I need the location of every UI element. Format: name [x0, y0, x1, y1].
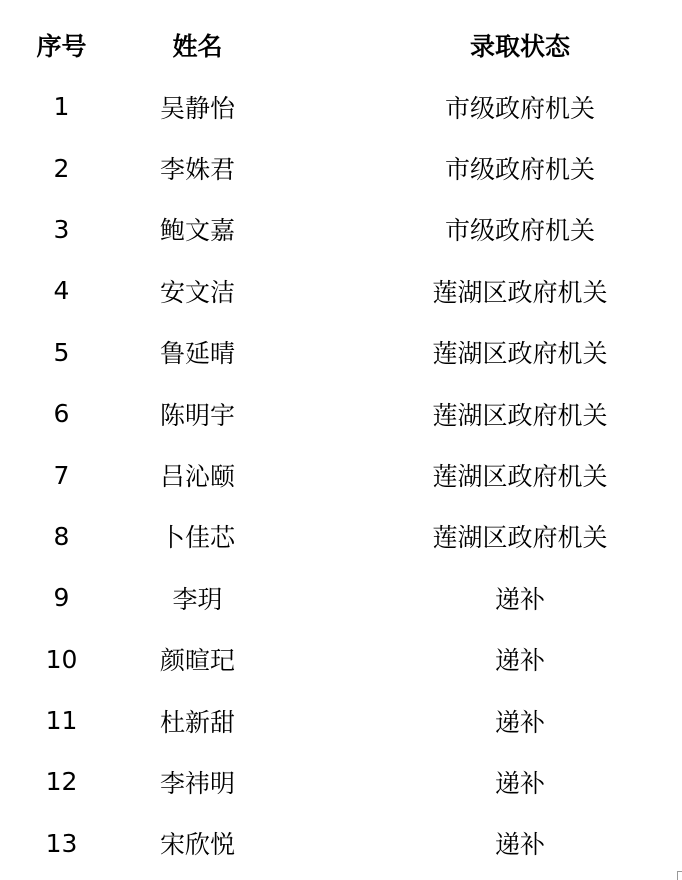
row-name: 李祎明: [159, 768, 235, 798]
row-status: 市级政府机关: [444, 155, 595, 185]
row-name: 陈明宇: [159, 400, 235, 430]
row-status: 莲湖区政府机关: [432, 462, 608, 492]
row-name: 吕沁颐: [159, 462, 235, 492]
row-name: 安文洁: [159, 277, 235, 307]
row-index: 7: [53, 460, 70, 490]
header-status: 录取状态: [469, 32, 570, 61]
row-name: 李玥: [172, 584, 223, 614]
row-status: 递补: [494, 646, 545, 676]
table-row: [0, 567, 682, 628]
row-name: 李姝君: [159, 155, 235, 185]
table-row: [0, 444, 682, 505]
row-index: 5: [53, 337, 70, 367]
row-index: 8: [53, 521, 70, 551]
row-status: 市级政府机关: [444, 93, 595, 123]
table-row: [0, 199, 682, 260]
row-name: 颜暄玘: [159, 646, 235, 676]
row-index: 10: [45, 644, 78, 674]
table-row: [0, 506, 682, 567]
row-index: 9: [53, 583, 70, 613]
table-row: [0, 690, 682, 751]
header-name: 姓名: [172, 32, 223, 61]
row-status: 莲湖区政府机关: [432, 277, 608, 307]
row-status: 递补: [494, 768, 545, 798]
row-status: 莲湖区政府机关: [432, 339, 608, 369]
row-name: 宋欣悦: [159, 830, 235, 860]
page-corner-mark: [677, 871, 682, 880]
row-name: 卜佳芯: [159, 523, 235, 553]
row-status: 递补: [494, 830, 545, 860]
table-row: [0, 813, 682, 874]
row-index: 2: [53, 153, 70, 183]
row-index: 12: [45, 767, 78, 797]
row-index: 1: [53, 92, 70, 122]
row-index: 3: [53, 214, 70, 244]
row-name: 鲁延晴: [159, 339, 235, 369]
table-row: [0, 629, 682, 690]
row-status: 递补: [494, 707, 545, 737]
row-status: 莲湖区政府机关: [432, 400, 608, 430]
table-row: [0, 260, 682, 321]
table-row: [0, 76, 682, 137]
row-name: 杜新甜: [159, 707, 235, 737]
row-index: 13: [45, 828, 78, 858]
row-status: 市级政府机关: [444, 216, 595, 246]
table-header-row: [0, 14, 682, 76]
row-index: 4: [53, 276, 70, 306]
table-row: [0, 751, 682, 812]
row-index: 6: [53, 399, 70, 429]
table-row: [0, 383, 682, 444]
row-status: 递补: [494, 584, 545, 614]
row-name: 鲍文嘉: [159, 216, 235, 246]
header-index: 序号: [36, 32, 87, 61]
row-name: 吴静怡: [159, 93, 235, 123]
table-row: [0, 137, 682, 198]
admission-table: [0, 14, 682, 874]
row-index: 11: [45, 706, 78, 736]
row-status: 莲湖区政府机关: [432, 523, 608, 553]
table-row: [0, 322, 682, 383]
